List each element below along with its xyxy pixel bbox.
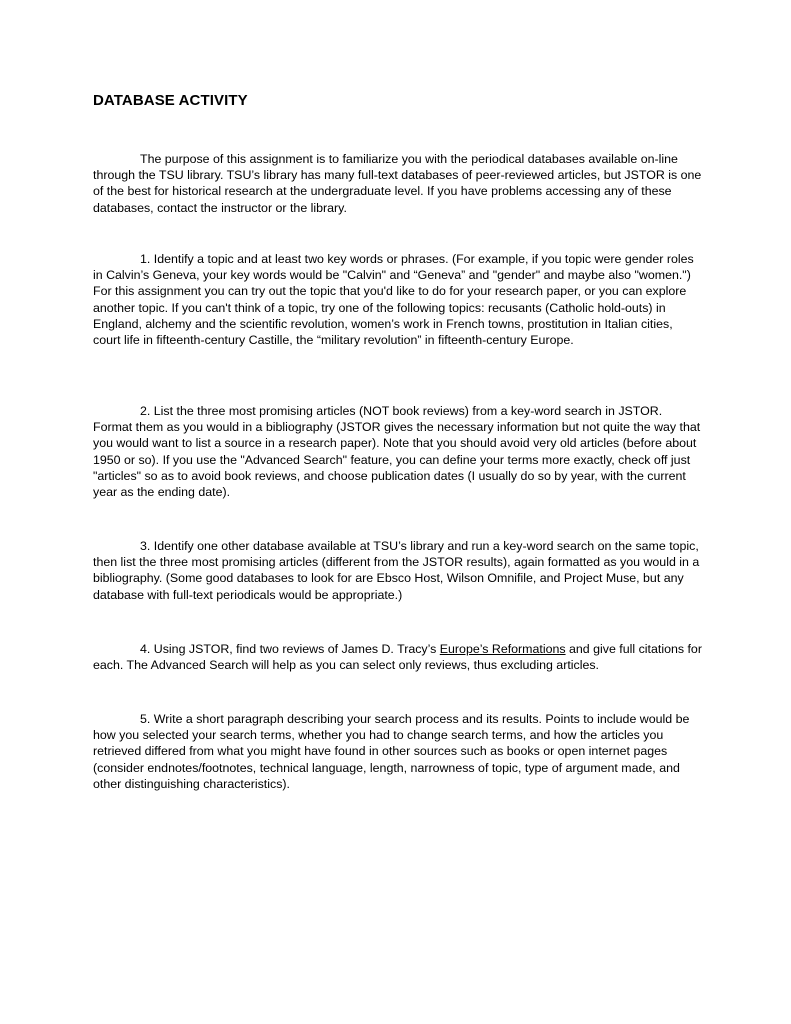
- item-4-paragraph: [93, 641, 703, 673]
- page-title: DATABASE ACTIVITY: [93, 92, 248, 109]
- book-title-underlined: Europe’s Reformations: [439, 642, 566, 656]
- item-1-paragraph: 1. Identify a topic and at least two key words or phrases. (For example, if you topic were gender roles in Calvin’s Geneva, your key words would be "Calvin" and “Geneva” and "gender" and maybe also "women.") For this assignment you can try out the topic that you'd like to do for your research paper, or you can explore another topic. If you can't think of a topic, try one of the following topics: recusants (Catholic hold-outs) in England, alchemy and the scientific revolution, women’s work in French towns, prostitution in Italian cities, court life in fifteenth-century Castille, the “military revolution” in fifteenth-century Europe.: [93, 252, 694, 348]
- item-4-text-after: and give full citations for each. The Advanced Search will help as you can select only reviews, thus excluding articles.: [93, 642, 702, 673]
- item-2-paragraph: 2. List the three most promising articles (NOT book reviews) from a key-word search in JSTOR. Format them as you would in a bibliography (JSTOR gives the necessary information but not quite the way that you would want to list a source in a research paper). Note that you should avoid very old articles (before about 1950 or so). If you use the "Advanced Search" feature, you can define your terms more exactly, check off just "articles" so as to avoid book reviews, and choose publication dates (I usually do so by year, with the current year as the ending date).: [93, 404, 701, 500]
- item-5-paragraph: 5. Write a short paragraph describing your search process and its results. Points to include would be how you selected your search terms, whether you had to change search terms, and how the articles you retrieved differed from what you might have found in other sources such as books or open internet pages (consider endnotes/footnotes, technical language, length, narrowness of topic, type of argument made, and other distinguishing characteristics).: [93, 712, 690, 791]
- item-3-paragraph: 3. Identify one other database available at TSU’s library and run a key-word search on the same topic, then list the three most promising articles (different from the JSTOR results), again formatted as you would in a bibliography. (Some good databases to look for are Ebsco Host, Wilson Omnifile, and Project Muse, but any database with full-text periodicals would be appropriate.): [93, 539, 700, 602]
- intro-paragraph: The purpose of this assignment is to familiarize you with the periodical databases available on-line through the TSU library. TSU’s library has many full-text databases of peer-reviewed articles, but JSTOR is one of the best for historical research at the undergraduate level. If you have problems accessing any of these databases, contact the instructor or the library.: [93, 152, 702, 215]
- item-4-text-before: 4. Using JSTOR, find two reviews of James D. Tracy’s: [140, 642, 440, 656]
